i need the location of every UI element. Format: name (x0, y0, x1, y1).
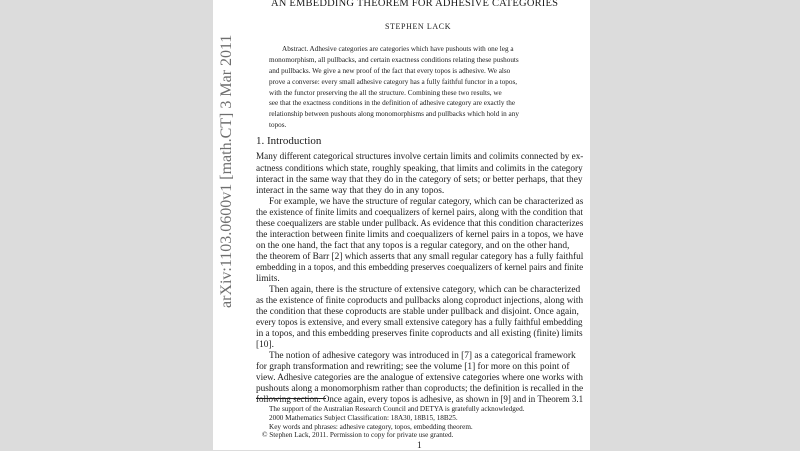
body-line: actness conditions which state, roughly speaking, that limits and colimits in the category (256, 164, 583, 174)
body-line: these coequalizers are stable under pullback. As evidence that this condition characterizes (256, 219, 584, 229)
body-line: for graph transformation and rewriting; see the volume [1] for more on this point of (256, 362, 570, 372)
paper-title: AN EMBEDDING THEOREM FOR ADHESIVE CATEGORIES (271, 0, 559, 9)
footnote-line: The support of the Australian Research Council and DETYA is gratefully acknowledged. (269, 405, 525, 413)
footnote-line: © Stephen Lack, 2011. Permission to copy for private use granted. (262, 431, 454, 439)
abstract-line: see that the exactness conditions in the definition of adhesive category are exactly the (269, 99, 516, 107)
abstract-line: prove a converse: every small adhesive category has a fully faithful functor in a topos, (269, 78, 518, 86)
body-line: For example, we have the structure of regular category, which can be characterized as (269, 197, 584, 207)
body-line: pushouts along a monomorphism rather than coproducts; the definition is recalled in the (256, 384, 584, 394)
body-line: interact in the same way that they do in the category of sets; or better perhaps, that they (256, 175, 583, 185)
author-name: STEPHEN LACK (385, 22, 452, 31)
abstract-line: relationship between pushouts along monomorphisms and pullbacks which hold in any (269, 110, 519, 118)
body-line: in a topos, and this embedding preserves finite coproducts and all existing (finite) limits (256, 329, 583, 339)
abstract-line: topos. (269, 121, 287, 129)
body-line: interact in the same way that they do in any topos. (256, 186, 445, 196)
page-number: 1 (417, 441, 422, 451)
body-line: embedding in a topos, and this embedding preserves coequalizers of kernel pairs and finite (256, 263, 584, 273)
body-line: the theorem of Barr [2] which asserts that any small regular category has a fully faithful (256, 252, 584, 262)
abstract-line: and pullbacks. We give a new proof of the fact that every topos is adhesive. We also (269, 67, 511, 75)
footnote-line: 2000 Mathematics Subject Classification: 18A30, 18B15, 18B25. (269, 414, 458, 422)
body-line: following section. Once again, every topos is adhesive, as shown in [9] and in Theorem 3.1 (256, 395, 584, 405)
abstract-line: with the functor preserving the all the structure. Combining these two results, we (269, 89, 502, 97)
section-heading: 1. Introduction (256, 135, 322, 147)
body-line: view. Adhesive categories are the analogue of extensive categories where one works with (256, 373, 583, 383)
body-line: Many different categorical structures involve certain limits and colimits connected by ex- (256, 152, 584, 162)
abstract-line: monomorphism, all pullbacks, and certain exactness conditions relating these pushouts (269, 56, 519, 64)
body-line: on the one hand, the fact that any topos is a regular category, and on the other hand, (256, 241, 570, 251)
body-line: the interaction between finite limits and coequalizers of kernel pairs in a topos, we have (256, 230, 584, 240)
body-line: as the existence of finite coproducts and pullbacks along coproduct injections, along with (256, 296, 584, 306)
body-line: limits. (256, 274, 280, 284)
body-line: the condition that these coproducts are stable under pullback and disjoint. Once again, (256, 307, 579, 317)
abstract-line: Abstract. Adhesive categories are categories which have pushouts with one leg a (282, 45, 514, 53)
body-line: every topos is extensive, and every small extensive category has a fully faithful embedding (256, 318, 583, 328)
body-line: Then again, there is the structure of extensive category, which can be characterized (269, 285, 581, 295)
footnote-rule (256, 398, 326, 399)
body-line: The notion of adhesive category was introduced in [7] as a categorical framework (269, 351, 576, 361)
arxiv-stamp: arXiv:1103.0600v1 [math.CT] 3 Mar 2011 (218, 34, 235, 308)
body-line: [10]. (256, 340, 274, 350)
body-line: the existence of finite limits and coequalizers of kernel pairs, along with the condition that (256, 208, 583, 218)
footnote-line: Key words and phrases: adhesive category, topos, embedding theorem. (269, 423, 473, 431)
